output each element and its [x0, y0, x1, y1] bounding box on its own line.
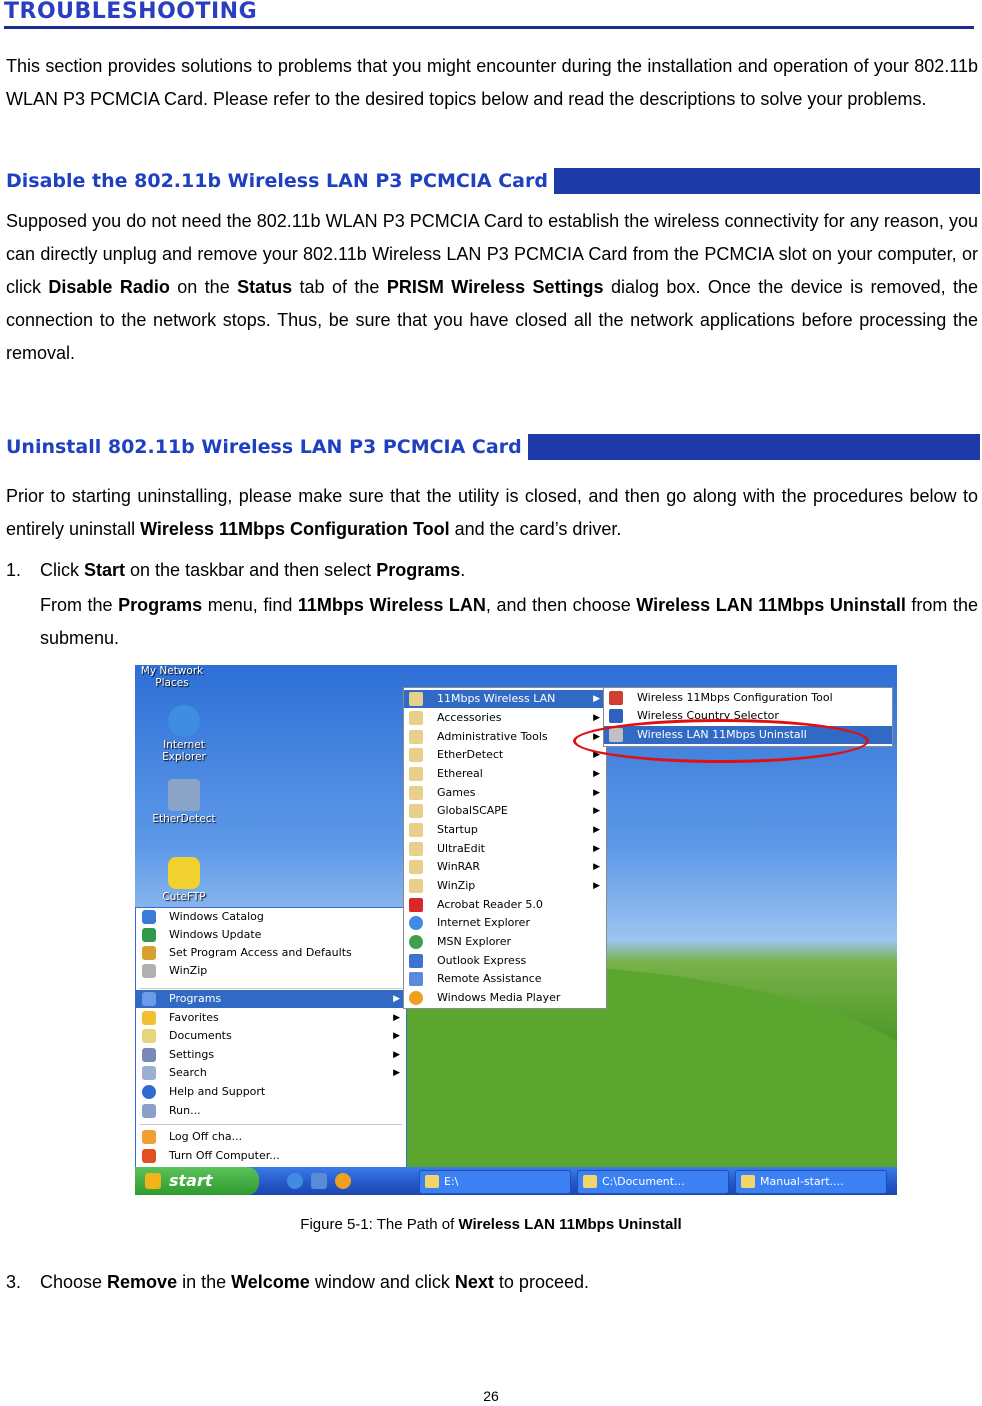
programs-11mbps-wlan[interactable]: 11Mbps Wireless LAN ▶ — [404, 690, 606, 708]
wlan-uninstall[interactable]: Wireless LAN 11Mbps Uninstall — [604, 726, 892, 744]
step-3: 3. Choose Remove in the Welcome window and click Next to proceed. — [6, 1272, 589, 1292]
uninstall-paragraph: Prior to starting uninstalling, please make sure that the utility is closed, and then go along with the procedures below to entirely uninstall Wireless 11Mbps Configuration Tool and the card’s driver. — [6, 486, 978, 539]
desktop-icon-etherdetect[interactable]: EtherDetect — [149, 779, 219, 825]
desktop-icon-network[interactable]: My Network Places — [140, 665, 204, 689]
figure-caption: Figure 5-1: The Path of Wireless LAN 11Mbps Uninstall — [300, 1216, 682, 1233]
programs-startup[interactable]: Startup ▶ — [404, 821, 606, 839]
programs-games[interactable]: Games ▶ — [404, 784, 606, 802]
computer-icon — [168, 779, 200, 811]
section-heading-uninstall-text: Uninstall 802.11b Wireless LAN P3 PCMCIA Card — [2, 434, 528, 460]
menu-turn-off[interactable]: Turn Off Computer... — [136, 1147, 406, 1165]
section-heading-disable — [2, 168, 980, 194]
step-2: From the Programs menu, find 11Mbps Wireless LAN, and then choose Wireless LAN 11Mbps Uninstall from the submenu. — [40, 595, 978, 648]
quicklaunch-outlook-icon[interactable] — [311, 1173, 327, 1189]
programs-winrar[interactable]: WinRAR ▶ — [404, 858, 606, 876]
page-number: 26 — [483, 1388, 499, 1404]
menu-set-program-access[interactable]: Set Program Access and Defaults — [136, 944, 406, 962]
desktop-icon-ie[interactable]: Internet Explorer — [149, 705, 219, 763]
start-button[interactable]: start — [135, 1167, 259, 1195]
menu-search[interactable]: Search ▶ — [136, 1064, 406, 1082]
quicklaunch-ie-icon[interactable] — [287, 1173, 303, 1189]
section-heading-uninstall — [2, 434, 980, 460]
programs-admin-tools[interactable]: Administrative Tools ▶ — [404, 728, 606, 746]
menu-log-off[interactable]: Log Off cha... — [136, 1128, 406, 1146]
ftp-icon — [168, 857, 200, 889]
menu-settings[interactable]: Settings ▶ — [136, 1046, 406, 1064]
menu-winzip[interactable]: WinZip — [136, 962, 406, 980]
task-e-drive[interactable]: E:\ — [419, 1170, 571, 1194]
step-1: 1. Click Start on the taskbar and then select Programs. — [6, 560, 466, 580]
programs-accessories[interactable]: Accessories ▶ — [404, 709, 606, 727]
desktop-icon-cuteftp[interactable]: CuteFTP — [149, 857, 219, 903]
intro-paragraph: This section provides solutions to problems that you might encounter during the installation and operation of your 802.11b WLAN P3 PCMCIA Card. Please refer to the desired topics below and read the descriptions to solve your problems. — [6, 56, 978, 109]
menu-programs[interactable]: Programs ▶ — [136, 990, 406, 1008]
menu-windows-update[interactable]: Windows Update — [136, 926, 406, 944]
programs-etherdetect[interactable]: EtherDetect ▶ — [404, 746, 606, 764]
programs-remote-assistance[interactable]: Remote Assistance — [404, 970, 606, 988]
menu-run[interactable]: Run... — [136, 1102, 406, 1120]
windows-logo-icon — [145, 1173, 161, 1189]
menu-help-support[interactable]: Help and Support — [136, 1083, 406, 1101]
wlan-country-selector[interactable]: Wireless Country Selector — [604, 707, 892, 725]
programs-ie[interactable]: Internet Explorer — [404, 914, 606, 932]
programs-globalscape[interactable]: GlobalSCAPE ▶ — [404, 802, 606, 820]
programs-outlook[interactable]: Outlook Express — [404, 952, 606, 970]
menu-windows-catalog[interactable]: Windows Catalog — [136, 908, 406, 926]
taskbar — [135, 1167, 897, 1195]
menu-favorites[interactable]: Favorites ▶ — [136, 1009, 406, 1027]
start-menu-screenshot — [135, 665, 897, 1195]
highlight-ring — [573, 719, 869, 763]
start-menu — [135, 907, 407, 1171]
wlan-config-tool[interactable]: Wireless 11Mbps Configuration Tool — [604, 689, 892, 707]
programs-ultraedit[interactable]: UltraEdit ▶ — [404, 840, 606, 858]
programs-msn[interactable]: MSN Explorer — [404, 933, 606, 951]
menu-documents[interactable]: Documents ▶ — [136, 1027, 406, 1045]
task-documents[interactable]: C:\Document... — [577, 1170, 729, 1194]
quicklaunch-mediaplayer-icon[interactable] — [335, 1173, 351, 1189]
programs-media-player[interactable]: Windows Media Player — [404, 989, 606, 1007]
task-manual[interactable]: Manual-start.... — [735, 1170, 887, 1194]
ie-icon — [168, 705, 200, 737]
programs-acrobat[interactable]: Acrobat Reader 5.0 — [404, 896, 606, 914]
disable-paragraph: Supposed you do not need the 802.11b WLAN P3 PCMCIA Card to establish the wireless connectivity for any reason, you can directly unplug and remove your 802.11b Wireless LAN P3 PCMCIA Card from the PCMCIA slot on your computer, or click Disable Radio on the Status tab of the PRISM Wireless Settings dialog box. Once the device is removed, the connection to the network stops. Thus, be sure that you have closed all the network applications before processing the removal. — [6, 211, 979, 363]
page-title: TROUBLESHOOTING — [4, 0, 974, 29]
section-heading-disable-text: Disable the 802.11b Wireless LAN P3 PCMCIA Card — [2, 168, 554, 194]
programs-ethereal[interactable]: Ethereal ▶ — [404, 765, 606, 783]
programs-winzip[interactable]: WinZip ▶ — [404, 877, 606, 895]
